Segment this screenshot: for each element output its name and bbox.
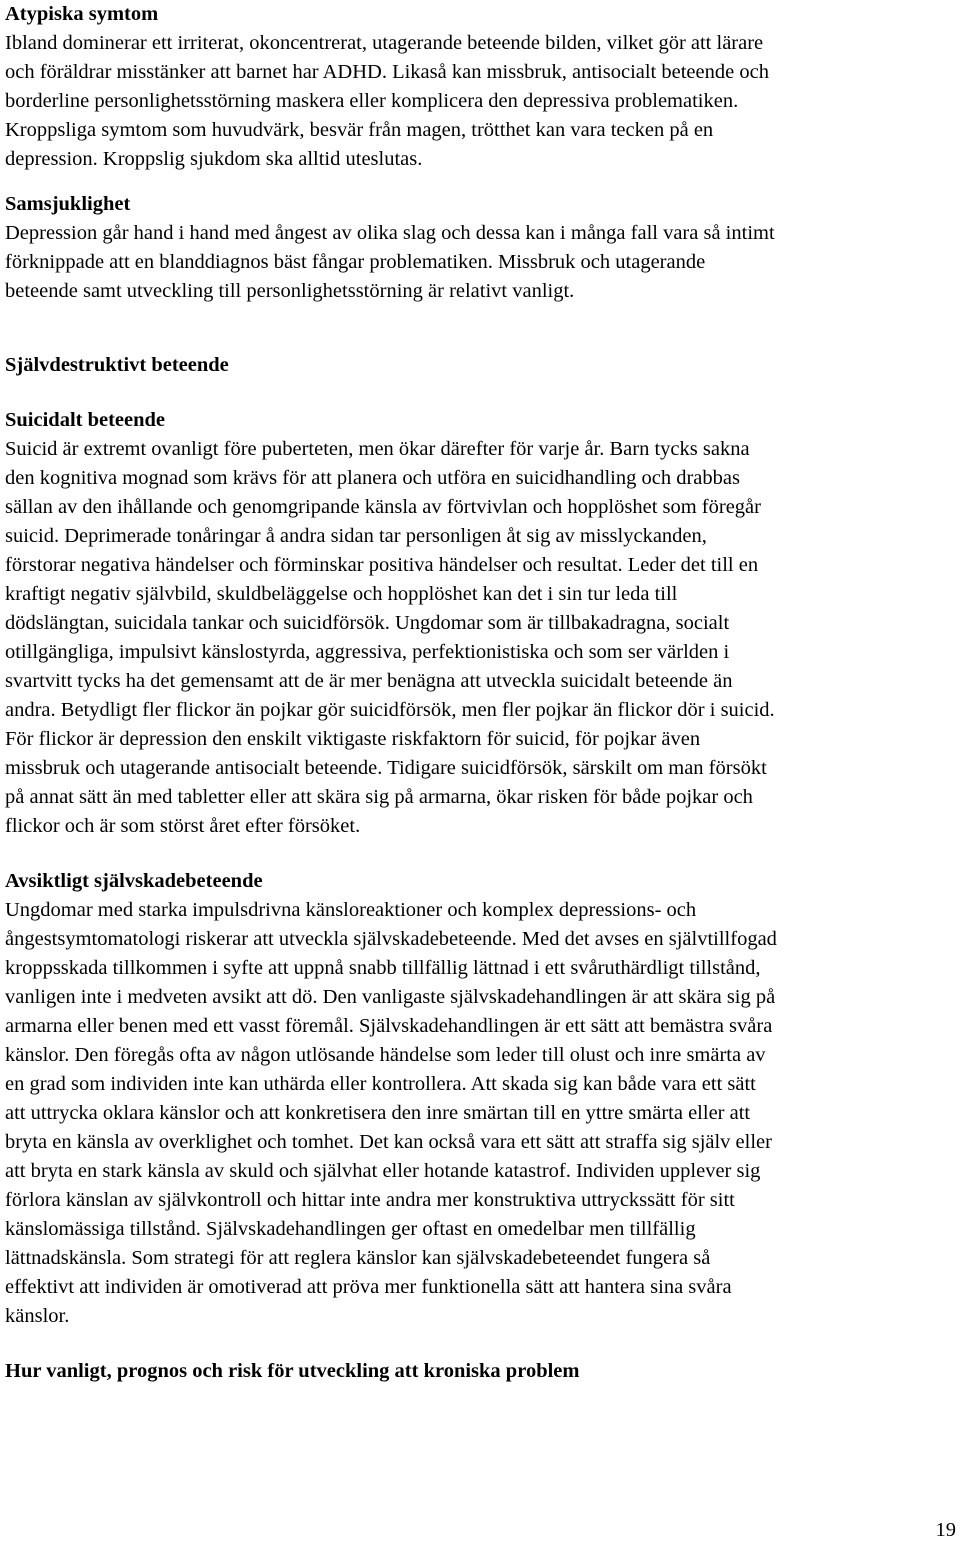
text-line: känslomässiga tillstånd. Självskadehandlingen ger oftast en omedelbar men tillfällig [5, 1218, 696, 1240]
heading-samsjuklighet: Samsjuklighet [5, 193, 131, 215]
paragraph-avsiktligt-sjalvskadebeteende [5, 896, 955, 1331]
text-line: beteende samt utveckling till personlighetsstörning är relativt vanligt. [5, 280, 575, 302]
text-line: dödslängtan, suicidala tankar och suicidförsök. Ungdomar som är tillbakadragna, socialt [5, 612, 730, 634]
text-line: förlora känslan av självkontroll och hittar inte andra mer konstruktiva uttryckssätt för sitt [5, 1189, 735, 1211]
text-line: den kognitiva mognad som krävs för att planera och utföra en suicidhandling och drabbas [5, 467, 740, 489]
text-line: För flickor är depression den enskilt viktigaste riskfaktorn för suicid, för pojkar även [5, 728, 701, 750]
text-line: effektivt att individen är omotiverad att pröva mer funktionella sätt att hantera sina svåra [5, 1276, 732, 1298]
text-line: andra. Betydligt fler flickor än pojkar gör suicidförsök, men fler pojkar än flickor dör i suicid. [5, 699, 775, 721]
text-line: kraftigt negativ självbild, skuldbeläggelse och hopplöshet kan det i sin tur leda till [5, 583, 678, 605]
heading-sjalvdestruktivt-beteende: Självdestruktivt beteende [5, 354, 229, 376]
text-line: Depression går hand i hand med ångest av olika slag och dessa kan i många fall vara så intimt [5, 222, 775, 244]
text-line: känslor. [5, 1305, 70, 1327]
heading-suicidalt-beteende: Suicidalt beteende [5, 409, 166, 431]
text-line: vanligen inte i medveten avsikt att dö. Den vanligaste självskadehandlingen är att skära sig på [5, 986, 776, 1008]
text-line: suicid. Deprimerade tonåringar å andra sidan tar personligen åt sig av misslyckanden, [5, 525, 707, 547]
page-number: 19 [935, 1519, 956, 1541]
text-line: och föräldrar misstänker att barnet har ADHD. Likaså kan missbruk, antisocialt beteende och [5, 61, 769, 83]
text-line: på annat sätt än med tabletter eller att skära sig på armarna, ökar risken för både pojkar och [5, 786, 753, 808]
text-line: sällan av den ihållande och genomgripande känsla av förtvivlan och hopplöshet som föregår [5, 496, 761, 518]
text-line: svartvitt tycks ha det gemensamt att de är mer benägna att utveckla suicidalt beteende än [5, 670, 733, 692]
text-line: att uttrycka oklara känslor och att konkretisera den inre smärtan till en yttre smärta eller att [5, 1102, 751, 1124]
heading-avsiktligt-sjalvskadebeteende: Avsiktligt självskadebeteende [5, 870, 263, 892]
document-page [5, 0, 955, 1386]
paragraph-atypiska-symtom [5, 29, 955, 174]
heading-hur-vanligt: Hur vanligt, prognos och risk för utveckling att kroniska problem [5, 1360, 580, 1382]
text-line: missbruk och utagerande antisocialt beteende. Tidigare suicidförsök, särskilt om man försökt [5, 757, 767, 779]
text-line: Suicid är extremt ovanligt före puberteten, men ökar därefter för varje år. Barn tycks sakna [5, 438, 750, 460]
text-line: känslor. Den föregås ofta av någon utlösande händelse som leder till olust och inre smärta av [5, 1044, 766, 1066]
text-line: Kroppsliga symtom som huvudvärk, besvär från magen, trötthet kan vara tecken på en [5, 119, 714, 141]
text-line: att bryta en stark känsla av skuld och självhat eller hotande katastrof. Individen upplever sig [5, 1160, 761, 1182]
text-line: förknippade att en blanddiagnos bäst fångar problematiken. Missbruk och utagerande [5, 251, 706, 273]
text-line: flickor och är som störst året efter försöket. [5, 815, 361, 837]
paragraph-suicidalt-beteende [5, 435, 955, 841]
heading-atypiska-symtom: Atypiska symtom [5, 3, 159, 25]
text-line: borderline personlighetsstörning maskera eller komplicera den depressiva problematiken. [5, 90, 739, 112]
text-line: armarna eller benen med ett vasst föremål. Självskadehandlingen är ett sätt att bemästra svåra [5, 1015, 773, 1037]
text-line: förstorar negativa händelser och förminskar positiva händelser och resultat. Leder det till en [5, 554, 759, 576]
text-line: Ibland dominerar ett irriterat, okoncentrerat, utagerande beteende bilden, vilket gör att lärare [5, 32, 764, 54]
text-line: lättnadskänsla. Som strategi för att reglera känslor kan självskadebeteendet fungera så [5, 1247, 711, 1269]
text-line: bryta en känsla av overklighet och tomhet. Det kan också vara ett sätt att straffa sig själv eller [5, 1131, 772, 1153]
text-line: depression. Kroppslig sjukdom ska alltid uteslutas. [5, 148, 423, 170]
text-line: kroppsskada tillkommen i syfte att uppnå snabb tillfällig lättnad i ett svåruthärdligt tillstånd, [5, 957, 761, 979]
text-line: en grad som individen inte kan uthärda eller kontrollera. Att skada sig kan både vara ett sätt [5, 1073, 756, 1095]
paragraph-samsjuklighet [5, 219, 955, 306]
text-line: ångestsymtomatologi riskerar att utveckla självskadebeteende. Med det avses en självtillfogad [5, 928, 777, 950]
text-line: otillgängliga, impulsivt känslostyrda, aggressiva, perfektionistiska och som ser världen i [5, 641, 730, 663]
text-line: Ungdomar med starka impulsdrivna känsloreaktioner och komplex depressions- och [5, 899, 697, 921]
